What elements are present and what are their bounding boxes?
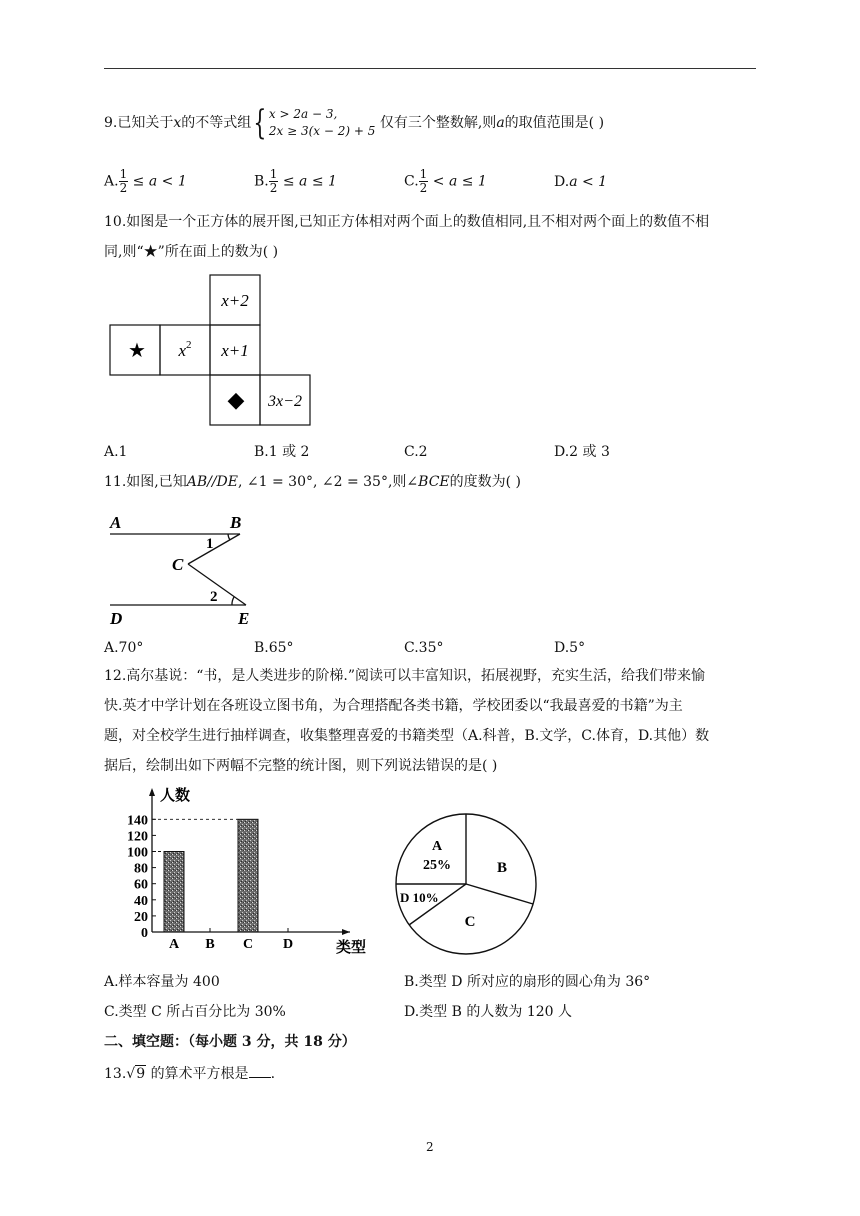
q9-var-x: x bbox=[173, 115, 182, 131]
x-axis-label: 类型 bbox=[336, 940, 367, 956]
section-2-title: 二、填空题：（每小题 3 分，共 18 分） bbox=[104, 1034, 356, 1050]
bar-chart bbox=[104, 778, 384, 958]
q9-option-d-label: D. bbox=[554, 174, 570, 190]
frac-num: 1 bbox=[119, 167, 128, 181]
pie-label-a: A bbox=[431, 839, 443, 854]
q10-option-d[interactable]: D.2 或 3 bbox=[554, 444, 610, 460]
bar-C bbox=[238, 819, 258, 932]
q9-system bbox=[269, 106, 376, 140]
q11-cond2: , ∠1 = 30°, ∠2 = 35° bbox=[238, 474, 388, 490]
q12-line2: 快.英才中学计划在各班设立图书角，为合理搭配各类书籍，学校团委以“我最喜爱的书籍”为主 bbox=[104, 698, 683, 714]
q10-option-a[interactable]: A.1 bbox=[104, 444, 128, 460]
angle-2-arc bbox=[232, 597, 234, 605]
q9-option-a[interactable] bbox=[104, 168, 187, 195]
q9-option-a-frac bbox=[119, 168, 129, 195]
q9-option-b-frac bbox=[269, 168, 279, 195]
diamond-icon: ◆ bbox=[227, 387, 245, 412]
y-tick-label: 100 bbox=[127, 845, 148, 861]
frac-den: 2 bbox=[269, 181, 278, 195]
q12-option-d[interactable]: D.类型 B 的人数为 120 人 bbox=[404, 1004, 572, 1020]
y-tick-label: 80 bbox=[134, 861, 148, 877]
q9-option-d-rest: a < 1 bbox=[569, 174, 608, 190]
y-tick-label: 40 bbox=[134, 893, 148, 909]
q9-suffix-a: 仅有三个整数解,则 bbox=[379, 115, 497, 131]
q9-option-a-label: A. bbox=[104, 173, 119, 190]
y-tick-label: 20 bbox=[134, 909, 148, 925]
q12-line3: 题，对全校学生进行抽样调查，收集整理喜爱的书籍类型（A.科普，B.文学，C.体育，D.其他）数 bbox=[104, 728, 710, 744]
xsq-base: x bbox=[178, 341, 187, 360]
y-axis-label: 人数 bbox=[160, 788, 191, 804]
y-tick-label: 120 bbox=[127, 829, 148, 845]
angle-1-arc bbox=[228, 534, 230, 540]
q10-option-c[interactable]: C.2 bbox=[404, 444, 428, 460]
y-axis-arrow bbox=[149, 788, 155, 796]
q11-option-b[interactable]: B.65° bbox=[254, 640, 294, 656]
pie-label-b: B bbox=[496, 860, 508, 876]
xsq-exp: 2 bbox=[186, 339, 192, 351]
x-tick-label-A: A bbox=[168, 937, 180, 952]
star-icon: ★ bbox=[128, 340, 146, 362]
x-tick-label-B: B bbox=[205, 937, 215, 952]
x-axis-arrow bbox=[342, 929, 350, 935]
q12-line1: 12.高尔基说：“书，是人类进步的阶梯.”阅读可以丰富知识，拓展视野，充实生活，给我们带来愉 bbox=[104, 668, 706, 684]
y-tick-label: 0 bbox=[141, 926, 148, 941]
x-tick-label-C: C bbox=[242, 937, 254, 952]
q11-target: ∠BCE bbox=[406, 474, 450, 490]
pie-label-a-pct: 25% bbox=[423, 858, 451, 873]
label-angle-1: 1 bbox=[206, 536, 214, 552]
pie-divider-cb bbox=[466, 884, 533, 904]
q11-option-a[interactable]: A.70° bbox=[104, 640, 144, 656]
q9-option-d[interactable] bbox=[554, 172, 607, 192]
y-tick-label: 60 bbox=[134, 877, 148, 893]
q9-option-c-label: C. bbox=[404, 173, 419, 190]
header-rule bbox=[104, 68, 756, 69]
q12-option-a[interactable]: A.样本容量为 400 bbox=[104, 974, 220, 990]
q9-line1: x > 2a − 3, bbox=[268, 107, 338, 121]
q11-option-d[interactable]: D.5° bbox=[554, 640, 586, 656]
q13-prefix: 13. bbox=[104, 1066, 127, 1082]
q10-line1: 10.如图是一个正方体的展开图,已知正方体相对两个面上的数值相同,且不相对两个面上的数值不相 bbox=[104, 214, 710, 230]
question-13 bbox=[104, 1064, 275, 1084]
q9-line2: 2x ≥ 3(x − 2) + 5 bbox=[268, 124, 376, 138]
q12-option-b[interactable]: B.类型 D 所对应的扇形的圆心角为 36° bbox=[404, 974, 651, 990]
q9-var-a: a bbox=[496, 115, 505, 131]
q9-option-b-label: B. bbox=[254, 173, 269, 190]
q9-option-b-rest: ≤ a ≤ 1 bbox=[282, 173, 337, 190]
q12-line4: 据后，绘制出如下两幅不完整的统计图，则下列说法错误的是( ) bbox=[104, 758, 498, 774]
frac-den: 2 bbox=[419, 181, 428, 195]
x-tick-label-D: D bbox=[282, 937, 294, 952]
q13-answer-blank[interactable] bbox=[249, 1065, 271, 1078]
q9-option-c-rest: < a ≤ 1 bbox=[432, 173, 487, 190]
bar-A bbox=[164, 852, 184, 933]
segment-bc bbox=[188, 534, 240, 564]
label-b: B bbox=[230, 513, 242, 532]
question-11 bbox=[104, 472, 521, 492]
q11-option-c[interactable]: C.35° bbox=[404, 640, 444, 656]
q11-prefix: 11.如图,已知 bbox=[104, 474, 187, 490]
q9-option-a-rest: ≤ a < 1 bbox=[132, 173, 187, 190]
pie-label-d: D 10% bbox=[400, 890, 439, 905]
label-a: A bbox=[110, 513, 122, 532]
q9-mid: 的不等式组 bbox=[181, 115, 252, 131]
q12-option-c[interactable]: C.类型 C 所占百分比为 30% bbox=[104, 1004, 286, 1020]
q10-option-b[interactable]: B.1 或 2 bbox=[254, 444, 310, 460]
label-d: D bbox=[110, 609, 123, 628]
net-label-xsq bbox=[177, 339, 191, 360]
frac-num: 1 bbox=[269, 167, 278, 181]
frac-num: 1 bbox=[419, 167, 428, 181]
label-e: E bbox=[238, 609, 250, 628]
q11-mid: ,则 bbox=[387, 474, 407, 490]
q11-suffix: 的度数为( ) bbox=[449, 474, 522, 490]
pie-chart bbox=[392, 806, 542, 962]
q11-cond1: AB//DE bbox=[186, 474, 238, 490]
label-angle-2: 2 bbox=[210, 589, 218, 605]
net-label-middle: x+1 bbox=[221, 341, 249, 360]
question-9 bbox=[104, 103, 605, 143]
q9-option-c-frac bbox=[419, 168, 429, 195]
sqrt-icon: √ bbox=[126, 1066, 136, 1082]
q13-suffix: 的算术平方根是 bbox=[150, 1066, 249, 1082]
net-label-right: 3x−2 bbox=[268, 393, 302, 410]
y-tick-label: 140 bbox=[127, 813, 148, 829]
net-label-top: x+2 bbox=[221, 291, 249, 310]
parallel-lines-figure bbox=[106, 508, 266, 630]
frac-den: 2 bbox=[119, 181, 128, 195]
q13-end: . bbox=[270, 1066, 276, 1082]
q9-prefix: 9.已知关于 bbox=[104, 115, 174, 131]
page-number: 2 bbox=[426, 1140, 434, 1154]
label-c: C bbox=[172, 555, 184, 574]
q13-radicand: 9 bbox=[136, 1066, 146, 1082]
q9-suffix-b: 的取值范围是( ) bbox=[504, 115, 605, 131]
pie-label-c: C bbox=[464, 914, 476, 930]
q9-option-c[interactable] bbox=[404, 168, 487, 195]
q10-line2: 同,则“★”所在面上的数为( ) bbox=[104, 244, 279, 260]
q9-brace: { bbox=[253, 103, 267, 143]
cube-net-figure bbox=[108, 274, 313, 428]
q9-option-b[interactable] bbox=[254, 168, 337, 195]
